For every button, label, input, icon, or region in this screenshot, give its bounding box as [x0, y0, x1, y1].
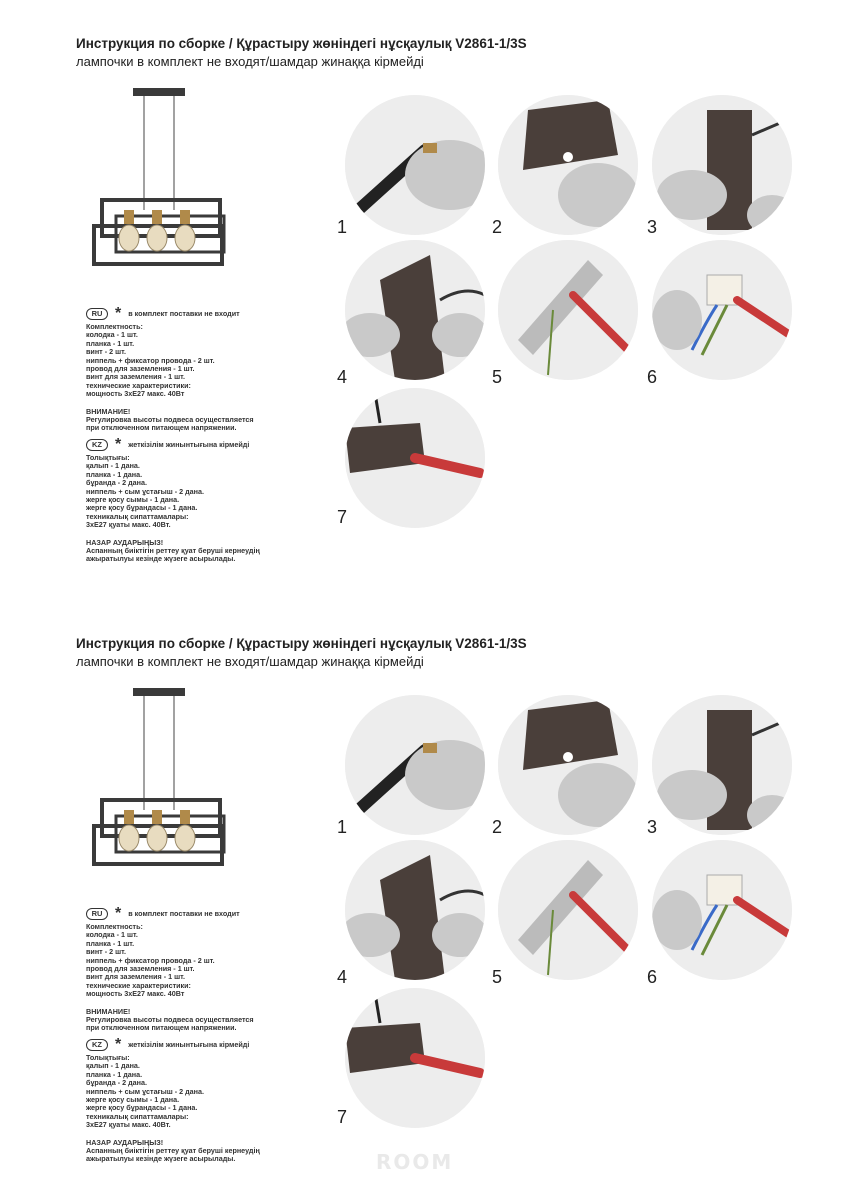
- step-1-photo: [345, 95, 485, 235]
- specs-panel: [86, 306, 286, 564]
- step-6-photo: [652, 840, 792, 980]
- spec-line: винт для заземления - 1 шт.: [86, 972, 185, 982]
- kz-badge: KZ: [86, 1039, 108, 1051]
- spec-line: бұранда - 2 дана.: [86, 478, 148, 488]
- spec-line: планка - 1 дана.: [86, 469, 143, 479]
- warning-line: ажыратылуы кезінде жүзеге асырылады.: [86, 554, 236, 564]
- asterisk-icon: *: [115, 1035, 122, 1053]
- spec-line: колодка - 1 шт.: [86, 330, 138, 340]
- step-2-photo: [498, 95, 638, 235]
- ru-badge: RU: [86, 908, 108, 920]
- spec-line: жерге қосу сымы - 1 дана.: [86, 1094, 180, 1104]
- spec-line: жерге қосу бұрандасы - 1 дана.: [86, 503, 198, 513]
- spec-line: Комплектность:: [86, 922, 143, 931]
- spec-line: қалып - 1 дана.: [86, 461, 140, 471]
- ru-warning: [86, 1008, 286, 1033]
- spec-line: қалып - 1 дана.: [86, 1061, 140, 1071]
- spec-line: планка - 1 шт.: [86, 938, 135, 948]
- spec-line: техникалық сипаттамалары:: [86, 511, 189, 521]
- warning-line: Аспанның биіктігін реттеу қуат беруші кернеудің: [86, 1145, 260, 1155]
- spec-line: планка - 1 шт.: [86, 338, 135, 348]
- spec-line: мощность 3хЕ27 макс. 40Вт: [86, 389, 185, 399]
- warning-title: НАЗАР АУДАРЫҢЫЗ!: [86, 1137, 164, 1147]
- step-3-photo: [652, 95, 792, 235]
- step-1-photo: [345, 695, 485, 835]
- room-watermark-logo: ROOM: [376, 1150, 454, 1174]
- step-number: 1: [337, 217, 348, 237]
- spec-line: ниппель + фиксатор провода - 2 шт.: [86, 355, 215, 365]
- spec-line: 3хЕ27 қуаты макс. 40Вт.: [86, 1120, 171, 1130]
- spec-line: винт - 2 шт.: [86, 947, 126, 957]
- asterisk-icon: *: [115, 305, 122, 322]
- kz-warning: [86, 539, 286, 564]
- ru-badge: RU: [86, 308, 108, 320]
- kz-badge: KZ: [86, 439, 108, 451]
- kz-header: [86, 1037, 286, 1053]
- step-number: 3: [647, 217, 658, 237]
- specs-panel: [86, 906, 286, 1164]
- spec-line: Толықтығы:: [86, 452, 130, 462]
- spec-line: планка - 1 дана.: [86, 1069, 143, 1079]
- kz-spec-list: [86, 454, 286, 530]
- step-3-photo: [652, 695, 792, 835]
- ru-not-included: в комплект поставки не входит: [128, 308, 240, 318]
- kz-warning: [86, 1139, 286, 1164]
- sheet-title: Инструкция по сборке / Құрастыру жөніндегі нұсқаулық V2861-1/3S: [76, 36, 527, 51]
- warning-line: ажыратылуы кезінде жүзеге асырылады.: [86, 1154, 236, 1164]
- step-2-photo: [498, 695, 638, 835]
- spec-line: технические характеристики:: [86, 980, 191, 990]
- ru-header: [86, 906, 286, 922]
- kz-not-included: жеткізілім жинынтығына кірмейді: [128, 1039, 250, 1049]
- lamp-product-image: [88, 88, 233, 288]
- spec-line: бұранда - 2 дана.: [86, 1078, 148, 1088]
- step-number: 7: [337, 1107, 348, 1127]
- warning-title: НАЗАР АУДАРЫҢЫЗ!: [86, 537, 164, 547]
- step-number: 6: [647, 967, 658, 987]
- warning-line: при отключенном питающем напряжении.: [86, 1023, 237, 1033]
- spec-line: технические характеристики:: [86, 380, 191, 390]
- spec-line: ниппель + сым ұстағыш - 2 дана.: [86, 486, 204, 496]
- step-number: 4: [337, 967, 348, 987]
- step-4-photo: [345, 240, 485, 380]
- sheet-subtitle: лампочки в комплект не входят/шамдар жинаққа кірмейді: [76, 54, 424, 69]
- kz-spec-list: [86, 1054, 286, 1130]
- warning-line: Аспанның биіктігін реттеу қуат беруші кернеудің: [86, 545, 260, 555]
- spec-line: ниппель + сым ұстағыш - 2 дана.: [86, 1086, 204, 1096]
- ru-warning: [86, 408, 286, 433]
- instruction-sheet-bottom: [0, 600, 848, 1200]
- spec-line: ниппель + фиксатор провода - 2 шт.: [86, 955, 215, 965]
- asterisk-icon: *: [115, 435, 122, 453]
- step-number: 4: [337, 367, 348, 387]
- step-number: 2: [492, 217, 503, 237]
- spec-line: провод для заземления - 1 шт.: [86, 364, 195, 374]
- warning-line: Регулировка высоты подвеса осуществляется: [86, 1015, 254, 1025]
- kz-header: [86, 437, 286, 453]
- spec-line: жерге қосу бұрандасы - 1 дана.: [86, 1103, 198, 1113]
- ru-not-included: в комплект поставки не входит: [128, 908, 240, 918]
- step-number: 6: [647, 367, 658, 387]
- step-number: 1: [337, 817, 348, 837]
- step-number: 3: [647, 817, 658, 837]
- lamp-product-image: [88, 688, 233, 888]
- step-number: 5: [492, 367, 503, 387]
- step-7-photo: [345, 988, 485, 1128]
- warning-title: ВНИМАНИЕ!: [86, 406, 131, 416]
- ru-spec-list: [86, 923, 286, 999]
- kz-not-included: жеткізілім жинынтығына кірмейді: [128, 439, 250, 449]
- step-6-photo: [652, 240, 792, 380]
- spec-line: колодка - 1 шт.: [86, 930, 138, 940]
- step-5-photo: [498, 240, 638, 380]
- sheet-title: Инструкция по сборке / Құрастыру жөніндегі нұсқаулық V2861-1/3S: [76, 636, 527, 651]
- step-number: 7: [337, 507, 348, 527]
- spec-line: Толықтығы:: [86, 1052, 130, 1062]
- step-7-photo: [345, 388, 485, 528]
- spec-line: провод для заземления - 1 шт.: [86, 964, 195, 974]
- spec-line: Комплектность:: [86, 322, 143, 331]
- sheet-subtitle: лампочки в комплект не входят/шамдар жинаққа кірмейді: [76, 654, 424, 669]
- spec-line: 3хЕ27 қуаты макс. 40Вт.: [86, 520, 171, 530]
- warning-title: ВНИМАНИЕ!: [86, 1006, 131, 1016]
- ru-header: [86, 306, 286, 322]
- step-4-photo: [345, 840, 485, 980]
- spec-line: мощность 3хЕ27 макс. 40Вт: [86, 989, 185, 999]
- step-number: 2: [492, 817, 503, 837]
- ru-spec-list: [86, 323, 286, 399]
- step-number: 5: [492, 967, 503, 987]
- spec-line: жерге қосу сымы - 1 дана.: [86, 494, 180, 504]
- asterisk-icon: *: [115, 905, 122, 922]
- spec-line: техникалық сипаттамалары:: [86, 1111, 189, 1121]
- warning-line: Регулировка высоты подвеса осуществляется: [86, 415, 254, 425]
- spec-line: винт для заземления - 1 шт.: [86, 372, 185, 382]
- warning-line: при отключенном питающем напряжении.: [86, 423, 237, 433]
- spec-line: винт - 2 шт.: [86, 347, 126, 357]
- step-5-photo: [498, 840, 638, 980]
